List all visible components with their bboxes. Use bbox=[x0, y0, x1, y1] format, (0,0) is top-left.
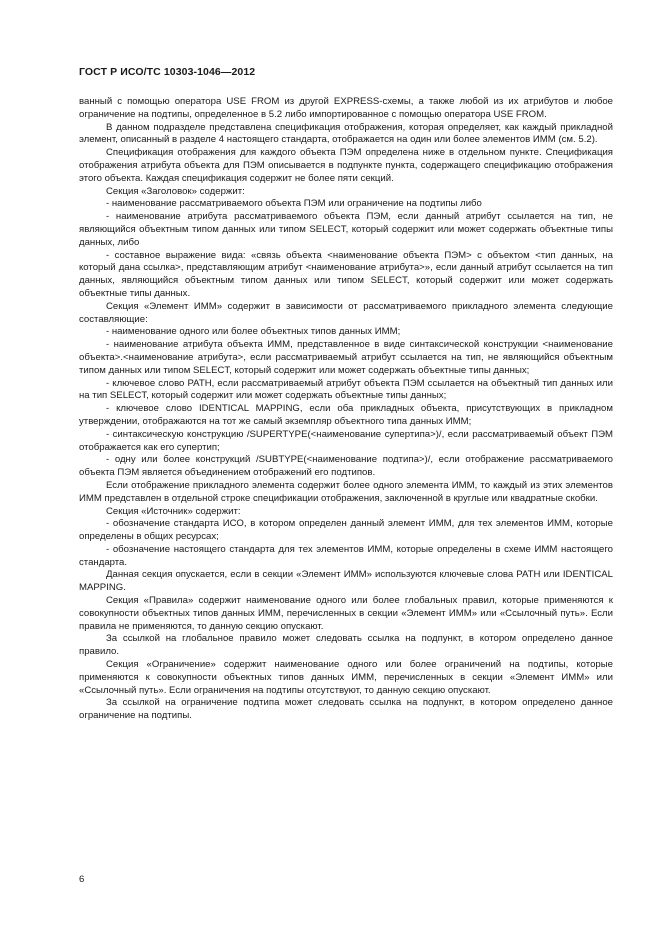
document-header: ГОСТ Р ИСО/ТС 10303-1046—2012 bbox=[79, 66, 256, 78]
document-body bbox=[79, 96, 613, 723]
paragraph: Данная секция опускается, если в секции «Элемент ИММ» используются ключевые слова PATH или IDENTICAL MAPPING. bbox=[79, 569, 613, 594]
list-item: - наименование рассматриваемого объекта ПЭМ или ограничение на подтипы либо bbox=[106, 198, 482, 210]
list-item: - ключевое слово IDENTICAL MAPPING, если оба прикладных объекта, присутствующих в прикладном утверждении, отображаются на тот же самый экземпляр объектного типа данных ИММ; bbox=[79, 403, 613, 427]
paragraph: В данном подразделе представлена спецификация отображения, которая определяет, как каждый прикладной элемент, описанный в разделе 4 настоящего стандарта, отображается на один или более элементов ИММ (см. 5.2). bbox=[79, 121, 613, 146]
list-item: - наименование одного или более объектных типов данных ИММ; bbox=[106, 326, 401, 338]
paragraph: Если отображение прикладного элемента содержит более одного элемента ИММ, то каждый из этих элементов ИММ представлен в отдельной строке спецификации отображения, заключенной в круглые или квадратные скобки. bbox=[79, 479, 613, 504]
list-item: - ключевое слово PATH, если рассматриваемый атрибут объекта ПЭМ ссылается на объектный тип данных или на тип SELECT, который содержит или может содержать объектные типы данных; bbox=[79, 377, 613, 402]
paragraph: Секция «Источник» содержит: bbox=[106, 505, 241, 517]
paragraph: За ссылкой на ограничение подтипа может следовать ссылка на подпункт, в котором определено данное ограничение на подтипы. bbox=[79, 697, 613, 722]
list-item: - наименование атрибута объекта ИММ, представленное в виде синтаксической конструкции <наименование объекта>.<наименование атрибута>, если рассматриваемый атрибут ссылается на тип, не являющийся объектным типом данных или типом SELECT, который содержит или может содержать объектные типы данных; bbox=[79, 339, 613, 376]
list-item: - синтаксическую конструкцию /SUPERTYPE(<наименование супертипа>)/, если рассматриваемый объект ПЭМ отображается как его супертип; bbox=[79, 428, 613, 453]
list-item: - составное выражение вида: «связь объекта <наименование объекта ПЭМ> с объектом <тип данных, на который дана ссылка>, представляющим атрибут <наименование атрибута>», если данный атрибут ссылается на тип данных, являющийся объектным типом данных или типом SELECT, который содержит или может содержать объектные типы данных. bbox=[79, 249, 613, 299]
paragraph: Секция «Ограничение» содержит наименование одного или более ограничений на подтипы, которые применяются к совокупности объектных типов данных ИММ, перечисленных в секции «Элемент ИММ» или «Ссылочный путь». Если ограничения на подтипы отсутствуют, то данную секцию опускают. bbox=[79, 659, 613, 696]
page-number: 6 bbox=[79, 874, 85, 885]
paragraph: Спецификация отображения для каждого объекта ПЭМ определена ниже в отдельном пункте. Спецификация отображения атрибута объекта для ПЭМ описывается в подпункте пункта, содержащего спецификацию отображения этого объекта. Каждая спецификация содержит не более пяти секций. bbox=[79, 147, 613, 184]
paragraph: Секция «Элемент ИММ» содержит в зависимости от рассматриваемого прикладного элемента следующие составляющие: bbox=[79, 300, 613, 325]
list-item: - наименование атрибута рассматриваемого объекта ПЭМ, если данный атрибут ссылается на тип, не являющийся объектным типом данных или типом SELECT, который содержит или может содержать объектные типы данных, либо bbox=[79, 211, 613, 248]
paragraph: ванный с помощью оператора USE FROM из другой EXPRESS-схемы, а также любой из их атрибутов и любое ограничение на подтипы, определенное в 5.2 либо импортированное с помощью оператора USE FROM. bbox=[79, 96, 613, 120]
paragraph: Секция «Правила» содержит наименование одного или более глобальных правил, которые применяются к совокупности объектных типов данных ИММ, перечисленных в секции «Элемент ИММ» или «Ссылочный путь». Если правила не применяются, то данную секцию опускают. bbox=[79, 595, 613, 632]
list-item: - обозначение настоящего стандарта для тех элементов ИММ, которые определены в схеме ИММ настоящего стандарта. bbox=[79, 543, 613, 568]
paragraph: За ссылкой на глобальное правило может следовать ссылка на подпункт, в котором определено данное правило. bbox=[79, 633, 613, 658]
list-item: - обозначение стандарта ИСО, в котором определен данный элемент ИММ, для тех элементов ИММ, которые определены в общих ресурсах; bbox=[79, 518, 613, 543]
paragraph: Секция «Заголовок» содержит: bbox=[106, 185, 245, 197]
list-item: - одну или более конструкций /SUBTYPE(<наименование подтипа>)/, если отображение рассматриваемого объекта ПЭМ является объединением отображений его подтипов. bbox=[79, 454, 613, 479]
